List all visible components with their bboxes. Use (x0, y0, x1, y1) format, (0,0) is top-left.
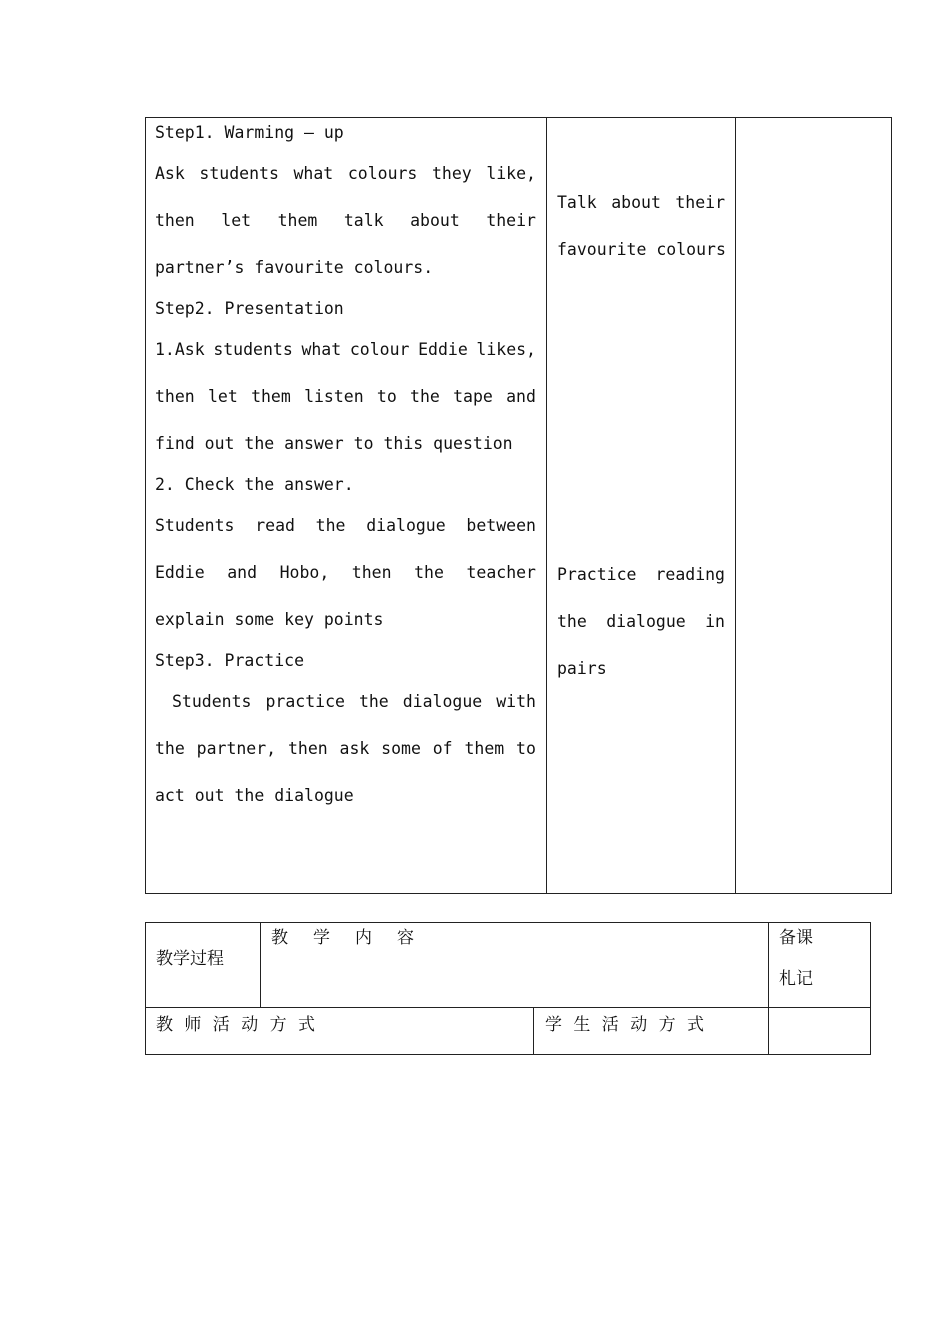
word: about (611, 193, 661, 212)
word: tape (453, 387, 493, 406)
word: then (287, 739, 328, 758)
word: then (351, 563, 392, 582)
word: the (315, 516, 346, 535)
word: listen (304, 387, 364, 406)
word: the (557, 612, 587, 631)
notes-label-line-2: 札记 (779, 969, 813, 989)
word: what (293, 164, 334, 183)
student-block2-line-3: pairs (557, 659, 607, 678)
step1-line-3: partner’s favourite colours. (155, 258, 434, 277)
word: ask (339, 739, 370, 758)
step3-heading: Step3. Practice (155, 651, 305, 670)
teacher-label: 教 师 活 动 方 式 (156, 1015, 319, 1035)
word: about (410, 211, 460, 230)
word: and (227, 563, 258, 582)
step1-heading: Step1. Warming – up (155, 123, 344, 142)
word: the (155, 739, 185, 758)
step3-line-3: act out the dialogue (155, 786, 354, 805)
step2-item1-line-1 (155, 340, 536, 360)
word: and (506, 387, 536, 406)
step1-line-1 (155, 164, 536, 184)
step1-line-2 (155, 211, 536, 231)
process-label: 教学过程 (156, 949, 224, 969)
step2-item2-line-1 (155, 516, 536, 536)
step2-item1-line-2 (155, 387, 536, 407)
word: colour (349, 340, 410, 359)
step3-line-1 (172, 692, 536, 712)
student-block1-line-2: favourite colours (557, 240, 726, 259)
word: they (431, 164, 472, 183)
step2-item2-line-2 (155, 563, 536, 583)
word: their (486, 211, 536, 230)
word: students (213, 340, 293, 359)
word: what (301, 340, 342, 359)
word: the (414, 563, 444, 582)
word: dialogue (402, 692, 483, 711)
word: let (221, 211, 252, 230)
word: then (155, 211, 195, 230)
word: Eddie (155, 563, 205, 582)
word: Hobo, (279, 563, 330, 582)
word: them (277, 211, 318, 230)
word: partner, (196, 739, 277, 758)
word: Students (155, 516, 235, 535)
step2-item2: 2. Check the answer. (155, 475, 354, 494)
word: dialogue (366, 516, 446, 535)
word: some (381, 739, 421, 758)
word: 1.Ask (155, 340, 205, 359)
word: Ask (155, 164, 185, 183)
word: Students (172, 692, 252, 711)
step2-item1-line-3: find out the answer to this question (155, 434, 513, 453)
word: to (516, 739, 536, 758)
cell-notes (735, 117, 892, 894)
word: with (496, 692, 536, 711)
word: dialogue (606, 612, 686, 631)
word: between (466, 516, 536, 535)
word: teacher (466, 563, 536, 582)
student-block2-line-2 (557, 612, 725, 632)
word: students (199, 164, 279, 183)
step2-item2-line-3: explain some key points (155, 610, 384, 629)
word: like, (486, 164, 536, 183)
word: the (410, 387, 440, 406)
word: let (208, 387, 238, 406)
word: of (432, 739, 453, 758)
student-label: 学 生 活 动 方 式 (545, 1015, 708, 1035)
word: reading (655, 565, 725, 584)
word: likes, (476, 340, 536, 359)
content-label: 教 学 内 容 (271, 928, 418, 948)
word: Practice (557, 565, 637, 584)
word: Eddie (418, 340, 468, 359)
word: them (464, 739, 505, 758)
cell-notes-empty (768, 1007, 871, 1055)
word: to (376, 387, 397, 406)
student-block1-line-1 (557, 193, 725, 213)
word: then (155, 387, 195, 406)
word: them (251, 387, 291, 406)
word: talk (343, 211, 384, 230)
notes-label-line-1: 备课 (779, 928, 813, 948)
word: their (675, 193, 725, 212)
step2-heading: Step2. Presentation (155, 299, 344, 318)
step3-line-2 (155, 739, 536, 759)
word: practice (265, 692, 345, 711)
word: in (705, 612, 725, 631)
student-block2-line-1 (557, 565, 725, 585)
word: Talk (557, 193, 597, 212)
word: the (358, 692, 389, 711)
cell-student-activities (546, 117, 736, 894)
word: colours (347, 164, 418, 183)
word: read (255, 516, 295, 535)
cell-teacher-activities (145, 117, 547, 894)
